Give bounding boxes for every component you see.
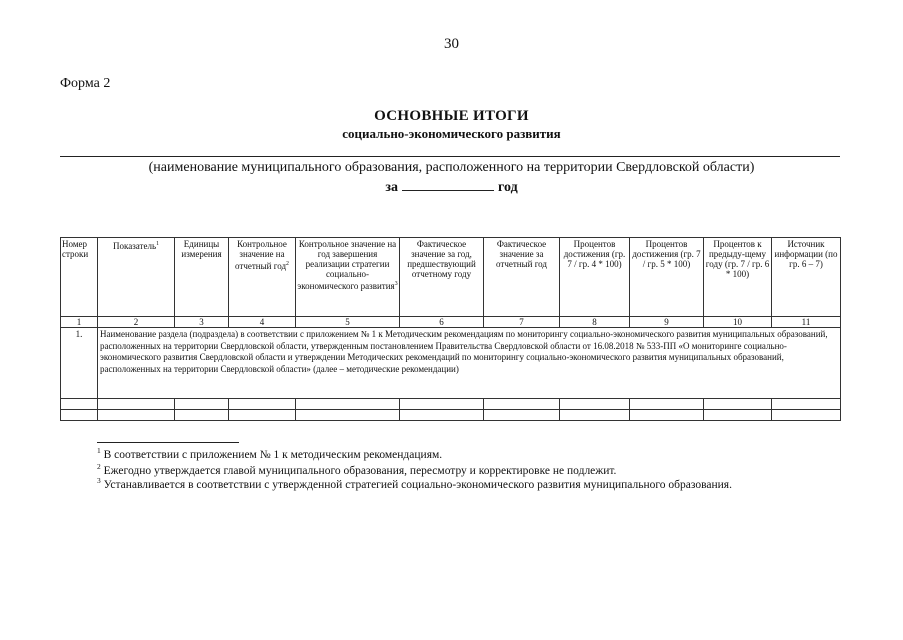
- header-cell: Фактическое значение за год, предшествующий отчетному году: [400, 238, 484, 317]
- year-line: [0, 178, 903, 196]
- table-row: [61, 410, 841, 421]
- table-cell: [98, 410, 175, 421]
- section-title: Наименование раздела (подраздела) в соответствии с приложением № 1 к Методическим рекомендациям по мониторингу социально-экономического развития муниципальных образований, расположенных на территории Свердловской области, утвержденным постановлением Правительства Свердловской области от 16.08.2018 № 533-ПП «О мониторинге социально-экономического развития Свердловской области и утверждении Методических рекомендаций по мониторингу социально-экономического развития муниципальных образований, расположенных на территории Свердловской области» (далее – методические рекомендации): [98, 328, 841, 399]
- table-cell: [772, 399, 841, 410]
- table-cell: [229, 399, 296, 410]
- header-cell: Процентов достижения (гр. 7 / гр. 5 * 100): [630, 238, 704, 317]
- column-number: 4: [229, 317, 296, 328]
- document-title: ОСНОВНЫЕ ИТОГИ: [374, 108, 529, 124]
- table-cell: [400, 399, 484, 410]
- form-label: Форма 2: [60, 76, 111, 91]
- column-number: 3: [175, 317, 229, 328]
- table-cell: [61, 410, 98, 421]
- column-numbers-row: [61, 317, 841, 328]
- column-number: 9: [630, 317, 704, 328]
- column-number: 10: [704, 317, 772, 328]
- column-number: 11: [772, 317, 841, 328]
- municipality-name-line: [60, 156, 840, 157]
- table-cell: [175, 399, 229, 410]
- column-number: 1: [61, 317, 98, 328]
- footnote-3: $^3$ Устанавливается в соответствии с утвержденной стратегией социально-экономического развития муниципального образования.: [97, 476, 732, 491]
- table-cell: [772, 410, 841, 421]
- footnote-1: $^1$ В соответствии с приложением № 1 к методическим рекомендациям.: [97, 446, 443, 461]
- column-number: 7: [484, 317, 560, 328]
- table-cell: [630, 399, 704, 410]
- year-blank: [402, 178, 494, 191]
- table-cell: [98, 399, 175, 410]
- document-subtitle: социально-экономического развития: [342, 126, 561, 141]
- header-cell: Процентов достижения (гр. 7 / гр. 4 * 100): [560, 238, 630, 317]
- table-cell: [560, 399, 630, 410]
- column-number: 2: [98, 317, 175, 328]
- table-cell: [296, 410, 400, 421]
- footnote-separator: [97, 442, 239, 443]
- header-cell: Показатель$^1$: [98, 238, 175, 317]
- table-cell: [484, 399, 560, 410]
- table-cell: [704, 399, 772, 410]
- table-cell: [560, 410, 630, 421]
- table-cell: [296, 399, 400, 410]
- header-cell: Единицы измерения: [175, 238, 229, 317]
- table-cell: [229, 410, 296, 421]
- table-cell: [175, 410, 229, 421]
- header-cell: Номер строки: [61, 238, 98, 317]
- header-cell: Контрольное значение на год завершения реализации стратегии социально-экономического развития$^3$: [296, 238, 400, 317]
- year-prefix: за: [385, 180, 398, 195]
- table-cell: [704, 410, 772, 421]
- column-number: 5: [296, 317, 400, 328]
- section-row: [61, 328, 841, 399]
- results-table: [60, 237, 841, 421]
- table-cell: [630, 410, 704, 421]
- column-number: 6: [400, 317, 484, 328]
- header-cell: Процентов к предыду-щему году (гр. 7 / гр. 6 * 100): [704, 238, 772, 317]
- table-cell: [484, 410, 560, 421]
- year-suffix: год: [497, 180, 518, 195]
- header-cell: Источник информации (по гр. 6 – 7): [772, 238, 841, 317]
- table-row: [61, 399, 841, 410]
- page-number: 30: [444, 36, 459, 52]
- header-cell: Фактическое значение за отчетный год: [484, 238, 560, 317]
- section-number: 1.: [61, 328, 98, 399]
- table-header-row: [61, 238, 841, 317]
- footnote-2: $^2$ Ежегодно утверждается главой муниципального образования, пересмотру и корректировке не подлежит.: [97, 462, 617, 477]
- table-cell: [61, 399, 98, 410]
- municipality-caption: (наименование муниципального образования, расположенного на территории Свердловской области): [148, 160, 755, 175]
- table-cell: [400, 410, 484, 421]
- column-number: 8: [560, 317, 630, 328]
- header-cell: Контрольное значение на отчетный год$^2$: [229, 238, 296, 317]
